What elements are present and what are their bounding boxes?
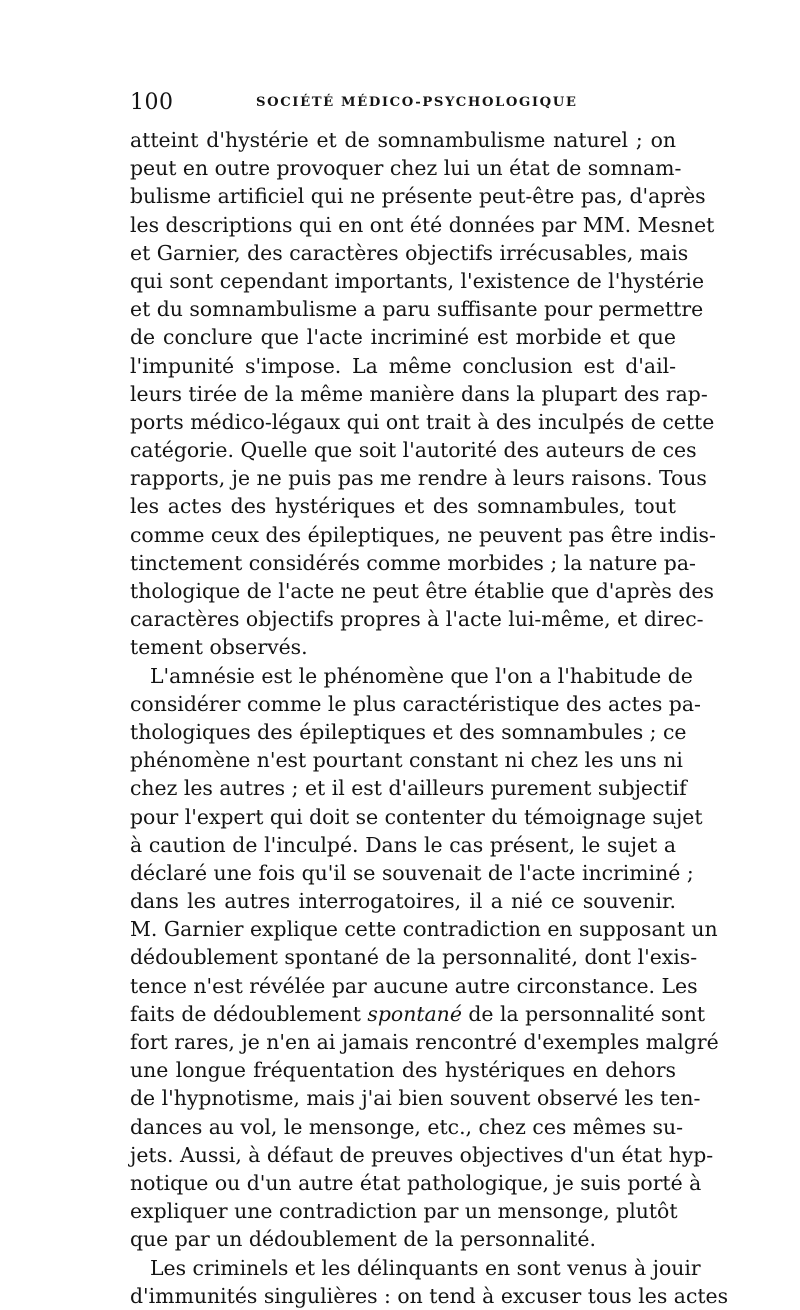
text-line: jets. Aussi, à défaut de preuves objectives d'un état hyp- [130,1142,714,1167]
text-line: L'amnésie est le phénomène que l'on a l'habitude de [150,663,693,688]
text-line: leurs tirée de la même manière dans la plupart des rap- [130,381,708,406]
text-line: tinctement considérés comme morbides ; la nature pa- [130,550,696,575]
page-header [130,88,680,122]
text-line: thologiques des épileptiques et des somnambules ; ce [130,719,687,744]
text-line: dans les autres interrogatoires, il a nié ce souvenir. [130,889,676,914]
text-line: qui sont cependant importants, l'existence de l'hystérie [130,268,705,293]
text-line: notique ou d'un autre état pathologique, je suis porté à [130,1170,702,1195]
emphasized-word: spontané [367,1001,462,1026]
text-line-with-emphasis [130,1000,706,1028]
text-fragment: de la personnalité sont [468,1001,706,1026]
text-line: tence n'est révélée par aucune autre circonstance. Les [130,973,698,998]
text-line: peut en outre provoquer chez lui un état de somnam- [130,156,682,181]
text-line: ports médico-légaux qui ont trait à des inculpés de cette [130,409,715,434]
page-number: 100 [130,90,174,115]
text-line: Les criminels et les délinquants en sont venus à jouir [150,1255,701,1280]
text-line: M. Garnier explique cette contradiction en supposant un [130,917,718,942]
text-line: comme ceux des épileptiques, ne peuvent pas être indis- [130,522,716,547]
text-line: d'immunités singulières : on tend à excuser tous les actes [130,1283,729,1308]
text-line: et Garnier, des caractères objectifs irrécusables, mais [130,240,689,265]
text-line: de conclure que l'acte incriminé est morbide et que [130,325,676,350]
text-line: phénomène n'est pourtant constant ni chez les uns ni [130,748,683,773]
text-line: que par un dédoublement de la personnalité. [130,1227,596,1252]
text-line: de l'hypnotisme, mais j'ai bien souvent observé les ten- [130,1086,701,1111]
text-line: thologique de l'acte ne peut être établie que d'après des [130,579,714,603]
text-line: une longue fréquentation des hystériques en dehors [130,1058,676,1083]
text-line: les descriptions qui en ont été données par MM. Mesnet [130,212,715,237]
text-line: tement observés. [130,635,308,660]
text-line: pour l'expert qui doit se contenter du témoignage sujet [130,804,703,829]
text-line: à caution de l'inculpé. Dans le cas présent, le sujet a [130,832,676,857]
text-line: l'impunité s'impose. La même conclusion est d'ail- [130,353,676,378]
body-text [130,126,729,1310]
text-line: et du somnambulisme a paru suffisante pour permettre [130,297,704,322]
text-fragment: faits de dédoublement [130,1001,361,1026]
text-line: chez les autres ; et il est d'ailleurs purement subjectif [130,776,687,801]
text-line: caractères objectifs propres à l'acte lui-même, et direc- [130,607,704,632]
text-line: expliquer une contradiction par un mensonge, plutôt [130,1199,678,1224]
text-line: dances au vol, le mensonge, etc., chez ces mêmes su- [130,1114,684,1139]
text-line: dédoublement spontané de la personnalité, dont l'exis- [130,945,698,970]
text-line: catégorie. Quelle que soit l'autorité des auteurs de ces [130,438,697,463]
text-line: rapports, je ne puis pas me rendre à leurs raisons. Tous [130,466,707,491]
text-line: atteint d'hystérie et de somnambulisme naturel ; on [130,128,676,152]
text-line: considérer comme le plus caractéristique des actes pa- [130,691,701,716]
text-line: déclaré une fois qu'il se souvenait de l'acte incriminé ; [130,860,694,885]
running-title: SOCIÉTÉ MÉDICO-PSYCHOLOGIQUE [256,95,578,110]
text-line: fort rares, je n'en ai jamais rencontré d'exemples malgré [130,1030,719,1054]
text-line: les actes des hystériques et des somnambules, tout [130,494,676,519]
text-line: bulisme artificiel qui ne présente peut-être pas, d'après [130,184,706,209]
